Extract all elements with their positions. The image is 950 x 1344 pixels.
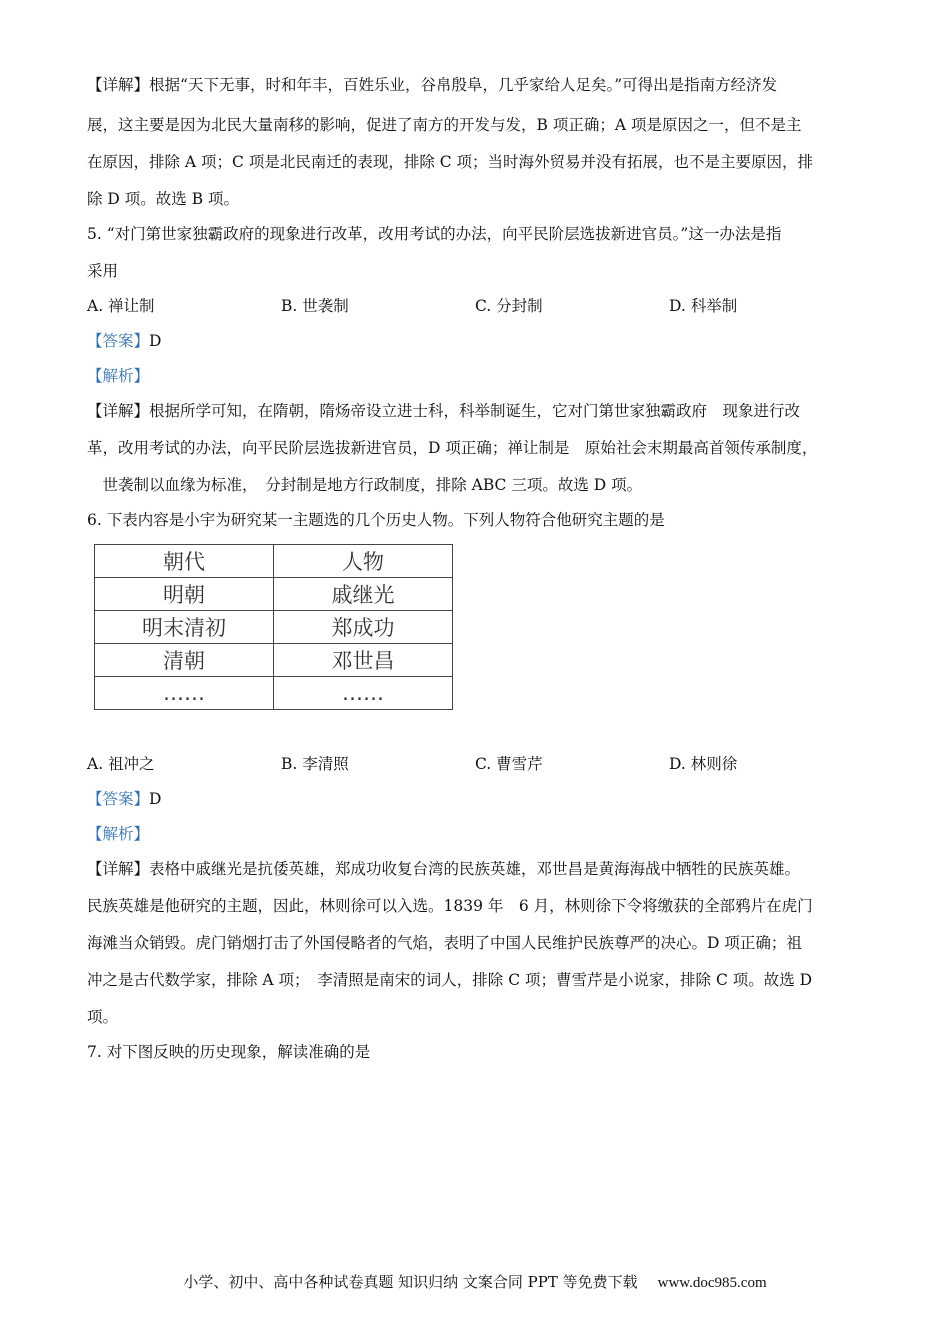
q4-detail-line-1: 【详解】根据“天下无事，时和年丰，百姓乐业，谷帛殷阜，几乎家给人足矣。”可得出是指南方经济发 — [87, 76, 778, 94]
q4-detail-line-3: 在原因，排除 A 项；C 项是北民南迁的表现，排除 C 项；当时海外贸易并没有拓展，也不是主要原因，排 — [87, 153, 814, 171]
detail-label: 【详解】 — [87, 76, 150, 94]
table-cell: …… — [274, 677, 453, 710]
q5-detail-line-1: 【详解】根据所学可知，在隋朝，隋炀帝设立进士科，科举制诞生，它对门第世家独霸政府 现象进行改 — [87, 402, 801, 420]
footer-url[interactable]: www.doc985.com — [657, 1275, 767, 1291]
q5-option-c: C. 分封制 — [475, 297, 543, 315]
q6-detail-line-3: 海滩当众销毁。虎门销烟打击了外国侵略者的气焰，表明了中国人民维护民族尊严的决心。D 项正确；祖 — [87, 934, 802, 952]
q5-stem-line-1: 5. “对门第世家独霸政府的现象进行改革，改用考试的办法，向平民阶层选拔新进官员。”这一办法是指 — [87, 225, 782, 243]
q6-detail-line-4: 冲之是古代数学家，排除 A 项； 李清照是南宋的词人，排除 C 项；曹雪芹是小说家，排除 C 项。故选 D — [87, 971, 813, 989]
q4-detail-line-4: 除 D 项。故选 B 项。 — [87, 190, 240, 208]
q5-detail-line-3: 世袭制以血缘为标准， 分封制是地方行政制度，排除 ABC 三项。故选 D 项。 — [87, 476, 643, 494]
table-row — [95, 677, 453, 710]
table-row — [95, 611, 453, 644]
q5-answer: 【答案】D — [87, 332, 162, 350]
table-cell: 人物 — [274, 545, 453, 578]
table-cell: 戚继光 — [274, 578, 453, 611]
q6-answer: 【答案】D — [87, 790, 162, 808]
q6-option-d: D. 林则徐 — [669, 755, 738, 773]
q5-detail-line-2: 革，改用考试的办法，向平民阶层选拔新进官员，D 项正确；禅让制是 原始社会末期最高首领传承制度， — [87, 439, 818, 457]
table-row — [95, 644, 453, 677]
table-cell: 清朝 — [95, 644, 274, 677]
q6-detail-line-1: 【详解】表格中戚继光是抗倭英雄，郑成功收复台湾的民族英雄，邓世昌是黄海海战中牺牲的民族英雄。 — [87, 860, 801, 878]
q6-stem: 6. 下表内容是小宇为研究某一主题选的几个历史人物。下列人物符合他研究主题的是 — [87, 511, 665, 529]
table-cell: 朝代 — [95, 545, 274, 578]
table-cell: 明朝 — [95, 578, 274, 611]
table-row — [95, 545, 453, 578]
table-cell: 明末清初 — [95, 611, 274, 644]
q6-detail-line-5: 项。 — [87, 1008, 119, 1026]
q5-option-a: A. 禅让制 — [87, 297, 155, 315]
q6-analysis-label: 【解析】 — [87, 825, 150, 843]
q5-option-d: D. 科举制 — [669, 297, 738, 315]
footer-text: 小学、初中、高中各种试卷真题 知识归纳 文案合同 PPT 等免费下载 — [183, 1273, 638, 1291]
q6-detail-line-2: 民族英雄是他研究的主题，因此，林则徐可以入选。1839 年 6 月，林则徐下令将缴获的全部鸦片在虎门 — [87, 897, 813, 915]
table-row — [95, 578, 453, 611]
q5-stem-line-2: 采用 — [87, 262, 119, 280]
q7-stem: 7. 对下图反映的历史现象，解读准确的是 — [87, 1043, 371, 1061]
q5-analysis-label: 【解析】 — [87, 367, 150, 385]
table-cell: …… — [95, 677, 274, 710]
q6-option-c: C. 曹雪芹 — [475, 755, 543, 773]
q6-option-b: B. 李清照 — [281, 755, 349, 773]
q6-table — [94, 544, 453, 710]
page-footer — [0, 1271, 950, 1292]
q4-detail-line-2: 展，这主要是因为北民大量南移的影响，促进了南方的开发与发，B 项正确；A 项是原因之一，但不是主 — [87, 116, 802, 134]
q6-option-a: A. 祖冲之 — [87, 755, 155, 773]
q5-option-b: B. 世袭制 — [281, 297, 349, 315]
table-cell: 邓世昌 — [274, 644, 453, 677]
table-cell: 郑成功 — [274, 611, 453, 644]
